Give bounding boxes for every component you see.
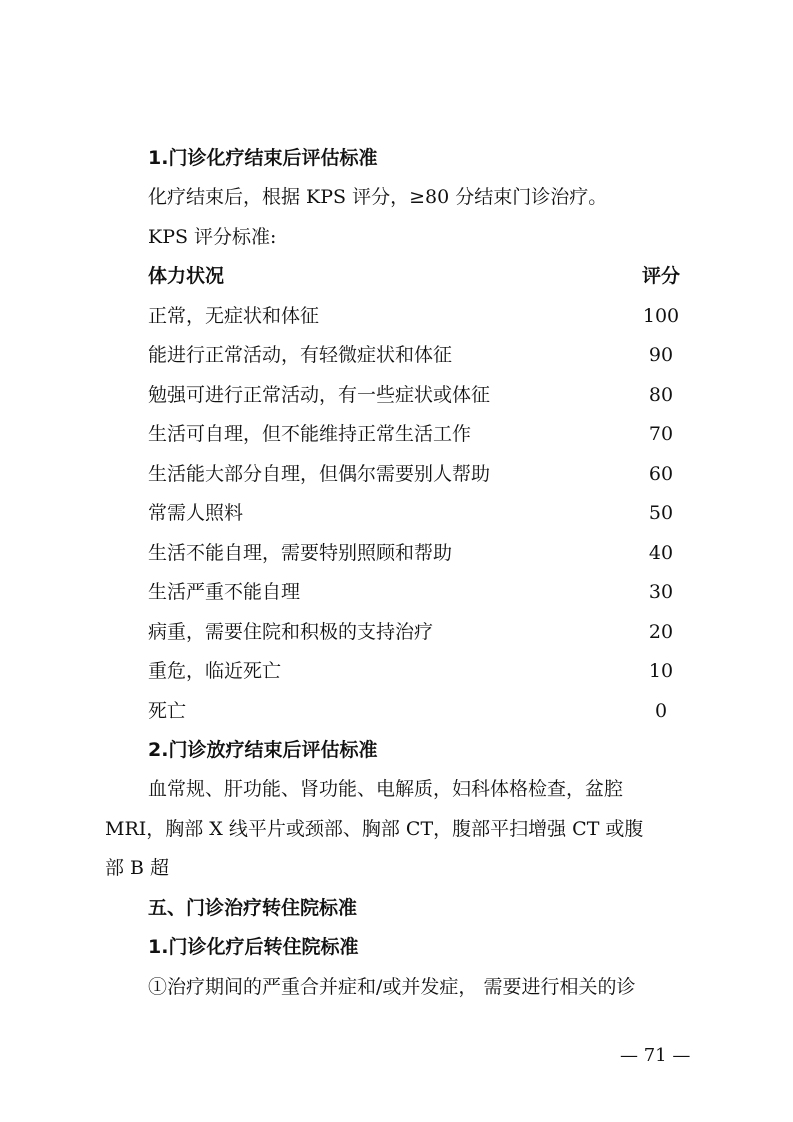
kps-label: KPS 评分标准: [148,226,277,248]
table-row-status: 生活可自理，但不能维持正常生活工作 [148,423,472,445]
table-row-score: 50 [648,502,674,524]
table-row-status: 病重，需要住院和积极的支持治疗 [148,621,434,643]
table-row-score: 20 [648,621,674,643]
section2-line: 血常规、肝功能、肾功能、电解质，妇科体格检查，盆腔 [148,778,624,800]
table-row-score: 10 [648,660,674,682]
table-row-score: 90 [648,344,674,366]
table-row-status: 生活不能自理，需要特别照顾和帮助 [148,542,453,564]
section5-line: ①治疗期间的严重合并症和/或并发症， 需要进行相关的诊 [148,976,636,998]
table-row-status: 勉强可进行正常活动，有一些症状或体征 [148,384,491,406]
table-header-score: 评分 [641,265,680,287]
table-row-score: 40 [648,542,674,564]
page-number: — 71 — [620,1045,691,1066]
table-row-status: 常需人照料 [148,502,244,524]
table-row-status: 正常，无症状和体征 [148,305,320,327]
section2-line: MRI，胸部 X 线平片或颈部、胸部 CT，腹部平扫增强 CT 或腹 [105,818,644,840]
section1-text: 化疗结束后，根据 KPS 评分，≥80 分结束门诊治疗。 [148,186,608,208]
section5-heading: 五、门诊治疗转住院标准 [148,897,358,919]
section2-line: 部 B 超 [105,857,170,879]
table-row-status: 生活严重不能自理 [148,581,301,603]
table-header-status: 体力状况 [148,265,225,287]
table-row-score: 30 [648,581,674,603]
table-row-score: 60 [648,463,674,485]
table-row-score: 80 [648,384,674,406]
section5-subheading: 1.门诊化疗后转住院标准 [148,936,359,958]
section2-heading: 2.门诊放疗结束后评估标准 [148,739,378,761]
table-row-status: 生活能大部分自理，但偶尔需要别人帮助 [148,463,491,485]
table-row-status: 死亡 [148,700,187,722]
section1-heading: 1.门诊化疗结束后评估标准 [148,147,378,169]
table-row-score: 70 [648,423,674,445]
table-row-status: 能进行正常活动，有轻微症状和体征 [148,344,453,366]
table-row-score: 0 [654,700,668,722]
table-row-score: 100 [642,305,680,327]
table-row-status: 重危，临近死亡 [148,660,282,682]
